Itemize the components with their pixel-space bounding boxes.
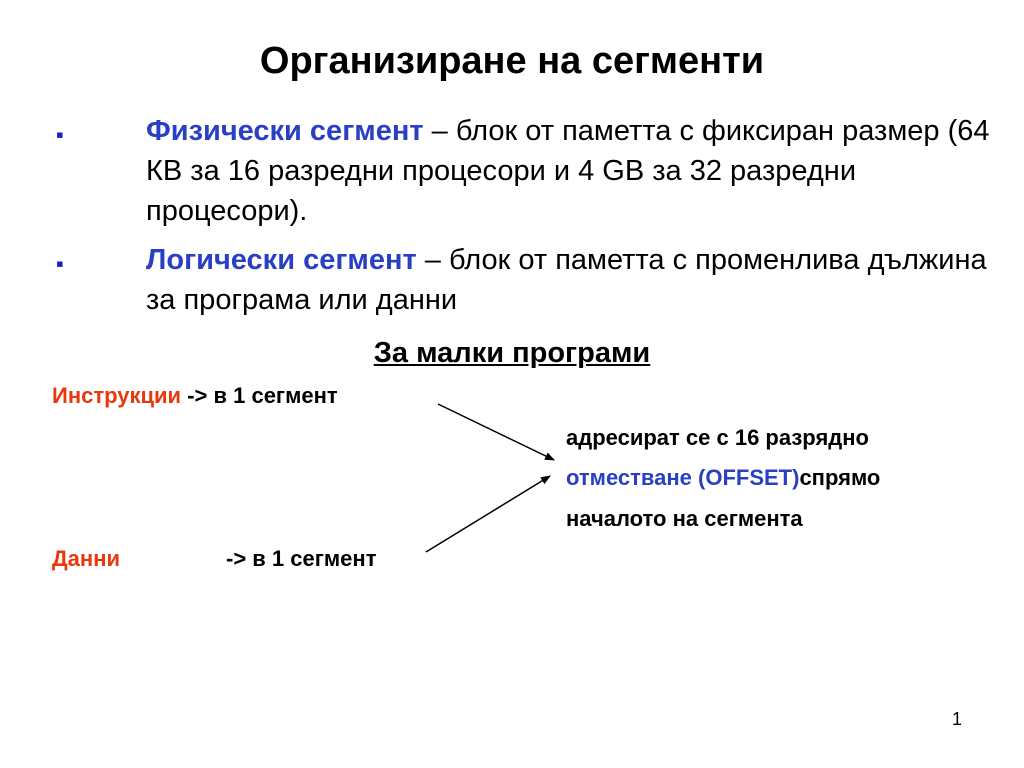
bullet-icon: ▪ bbox=[56, 251, 64, 276]
bullet-description: – блок от паметта с променлива дължина за програма или данни bbox=[146, 244, 987, 316]
bullet-logical-segment bbox=[146, 240, 996, 320]
note-line-3: началото на сегмента bbox=[566, 506, 803, 531]
instructions-value: -> в 1 сегмент bbox=[181, 383, 338, 408]
page-number: 1 bbox=[951, 709, 962, 729]
arrow-instructions bbox=[438, 404, 554, 460]
bullet-term: Логически сегмент bbox=[146, 244, 417, 276]
bullet-icon: ▪ bbox=[56, 122, 64, 147]
note-line-2-rest: спрямо bbox=[799, 465, 881, 490]
instructions-label: Инструкции bbox=[52, 383, 182, 408]
data-label: Данни bbox=[52, 546, 121, 571]
instructions-row bbox=[52, 381, 338, 411]
arrow-data bbox=[426, 476, 550, 552]
page-title: Организиране на сегменти bbox=[259, 40, 765, 82]
bullet-term: Физически сегмент bbox=[146, 115, 424, 147]
note-line-2 bbox=[566, 463, 880, 493]
offset-term: отместване (OFFSET) bbox=[566, 465, 800, 490]
bullet-description: – блок от паметта с фиксиран размер (64 КВ за 16 разредни процесори и 4 GB за 32 разредни процесори). bbox=[146, 115, 990, 227]
bullet-physical-segment bbox=[146, 111, 996, 231]
note-line-1: адресират се с 16 разрядно bbox=[566, 425, 869, 450]
data-value: -> в 1 сегмент bbox=[226, 546, 377, 571]
section-heading: За малки програми bbox=[373, 337, 651, 369]
